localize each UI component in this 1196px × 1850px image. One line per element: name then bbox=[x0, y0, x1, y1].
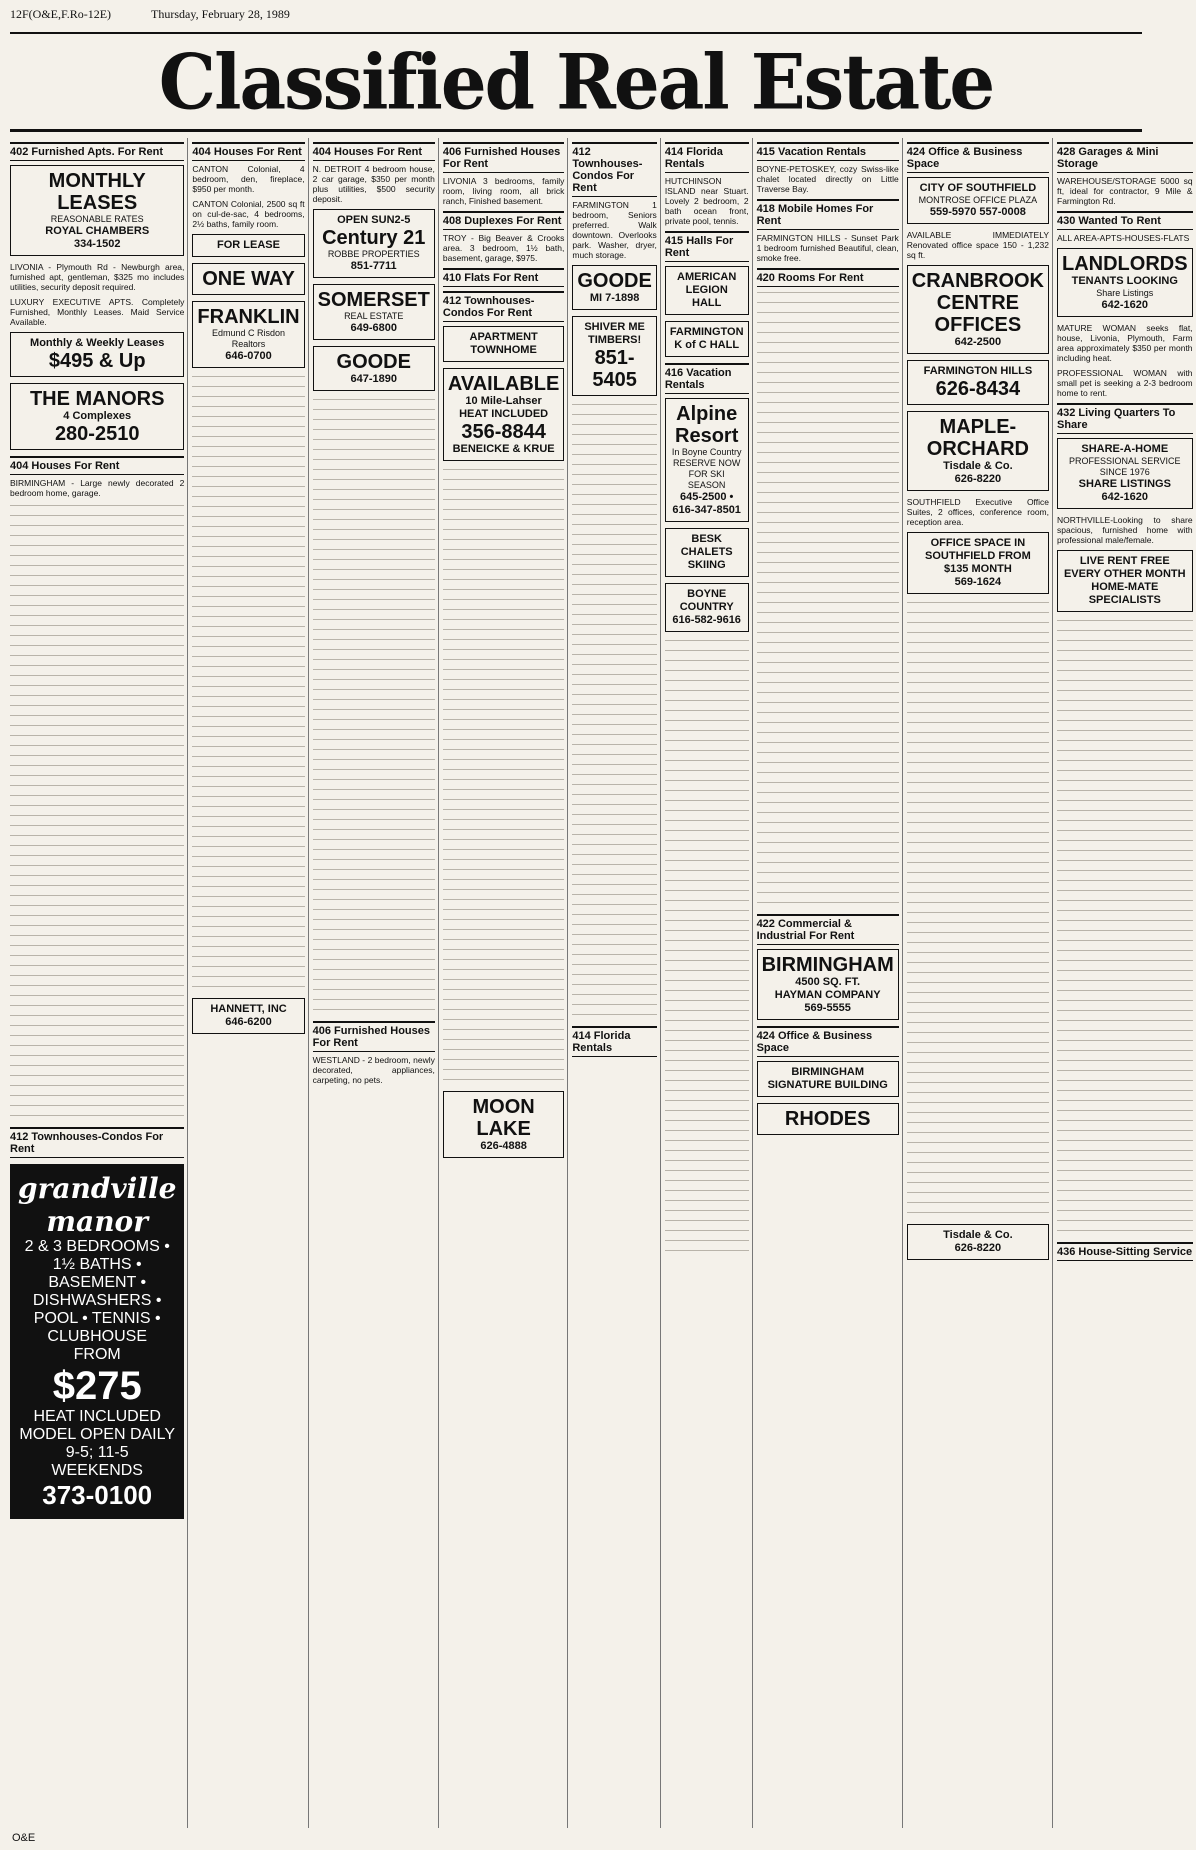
ad-century-21: OPEN SUN2-5 Century 21 ROBBE PROPERTIES 851-7711 bbox=[313, 209, 435, 278]
column-6 bbox=[665, 138, 753, 1828]
listing: MATURE WOMAN seeks flat, house, Livonia, Plymouth, Farm area approximately $350 per month including heat. bbox=[1057, 323, 1193, 363]
ad-shiver-me-timbers: SHIVER ME TIMBERS! 851-5405 bbox=[572, 316, 656, 396]
small-print-listings bbox=[443, 467, 564, 1087]
section-mobile-homes: 418 Mobile Homes For Rent bbox=[757, 199, 899, 230]
column-2 bbox=[192, 138, 308, 1828]
running-head bbox=[10, 6, 1142, 22]
ad-the-manors: THE MANORS 4 Complexes 280-2510 bbox=[10, 383, 184, 450]
section-florida: 414 Florida Rentals bbox=[665, 142, 749, 173]
ad-rhodes: RHODES bbox=[757, 1103, 899, 1135]
listing: LUXURY EXECUTIVE APTS. Completely Furnished, Monthly Leases. Maid Service Available. bbox=[10, 297, 185, 327]
small-print-listings bbox=[907, 600, 1049, 1220]
ad-american-legion: AMERICAN LEGION HALL bbox=[665, 266, 749, 315]
ad-hannett: HANNETT, INC 646-6200 bbox=[192, 998, 304, 1034]
ad-landlords: LANDLORDS TENANTS LOOKING Share Listings 642-1620 bbox=[1057, 248, 1193, 317]
listing: LIVONIA - Plymouth Rd - Newburgh area, furnished apt, gentleman, $325 mo includes utilities, security deposit required. bbox=[10, 262, 185, 292]
column-9 bbox=[1057, 138, 1196, 1828]
listing: HUTCHINSON ISLAND near Stuart. Lovely 2 bedroom, 2 bath ocean front, private pool, tennis. bbox=[664, 176, 749, 226]
small-print-listings bbox=[665, 638, 749, 1258]
page-title: Classified Real Estate bbox=[158, 36, 994, 127]
listing: CANTON Colonial, 4 bedroom, den, fireplace, $950 per month. bbox=[192, 164, 305, 194]
section-furnished-apts: 402 Furnished Apts. For Rent bbox=[10, 142, 184, 161]
small-print-listings bbox=[192, 374, 304, 994]
ad-farmington-hills: FARMINGTON HILLS 626-8434 bbox=[907, 360, 1049, 405]
ad-goode: GOODE 647-1890 bbox=[313, 346, 435, 391]
column-7 bbox=[757, 138, 903, 1828]
ad-available-heat: AVAILABLE 10 Mile-Lahser HEAT INCLUDED 356-8844 BENEICKE & KRUE bbox=[443, 368, 564, 461]
issue-date: Thursday, February 28, 1989 bbox=[151, 6, 290, 21]
ad-farmington-kofc: FARMINGTON K of C HALL bbox=[665, 321, 749, 357]
section-flats: 410 Flats For Rent bbox=[443, 268, 564, 287]
masthead bbox=[10, 32, 1142, 132]
ad-tisdale-2: Tisdale & Co. 626-8220 bbox=[907, 1224, 1049, 1260]
listing: AVAILABLE IMMEDIATELY Renovated office space 150 - 1,232 sq ft. bbox=[906, 230, 1049, 260]
listing: SOUTHFIELD Executive Office Suites, 2 offices, conference room, reception area. bbox=[906, 497, 1049, 527]
section-furnished-houses-2: 406 Furnished Houses For Rent bbox=[313, 1021, 435, 1052]
listing: PROFESSIONAL WOMAN with small pet is seeking a 2-3 bedroom home to rent. bbox=[1057, 368, 1193, 398]
ad-office-space-southfield: OFFICE SPACE IN SOUTHFIELD FROM $135 MONTH 569-1624 bbox=[907, 532, 1049, 594]
ad-cranbrook-centre: CRANBROOK CENTRE OFFICES 642-2500 bbox=[907, 265, 1049, 354]
listing: FARMINGTON HILLS - Sunset Park 1 bedroom furnished Beautiful, clean, smoke free. bbox=[756, 233, 899, 263]
listing: LIVONIA 3 bedrooms, family room, living room, all brick ranch, Finished basement. bbox=[442, 176, 565, 206]
ad-goode-2: GOODE MI 7-1898 bbox=[572, 265, 656, 310]
column-1 bbox=[10, 138, 188, 1828]
small-print-listings bbox=[757, 290, 899, 910]
ad-grandville-manor: grandville manor 2 & 3 BEDROOMS • 1½ BATHS • BASEMENT • DISHWASHERS • POOL • TENNIS • CLUBHOUSE FROM $275 HEAT INCLUDED MODEL OPEN DAILY 9-5; 11-5 WEEKENDS 373-0100 bbox=[10, 1164, 184, 1519]
section-commercial: 422 Commercial & Industrial For Rent bbox=[757, 914, 899, 945]
edition-label: 12F(O&E,F.Ro-12E) bbox=[10, 6, 112, 21]
section-houses-2: 404 Houses For Rent bbox=[192, 142, 304, 161]
section-wanted: 430 Wanted To Rent bbox=[1057, 211, 1193, 230]
ad-maple-orchard: MAPLE-ORCHARD Tisdale & Co. 626-8220 bbox=[907, 411, 1049, 491]
section-living-quarters: 432 Living Quarters To Share bbox=[1057, 403, 1193, 434]
small-print-listings bbox=[10, 503, 184, 1123]
small-print-listings bbox=[1057, 618, 1193, 1238]
listing: BOYNE-PETOSKEY, cozy Swiss-like chalet located directly on Little Traverse Bay. bbox=[756, 164, 899, 194]
small-print-listings bbox=[572, 402, 656, 1022]
section-vacation-2: 416 Vacation Rentals bbox=[665, 363, 749, 394]
section-duplexes: 408 Duplexes For Rent bbox=[443, 211, 564, 230]
ad-birmingham-hayman: BIRMINGHAM 4500 SQ. FT. HAYMAN COMPANY 569-5555 bbox=[757, 949, 899, 1020]
ad-city-of-southfield: CITY OF SOUTHFIELD MONTROSE OFFICE PLAZA 559-5970 557-0008 bbox=[907, 177, 1049, 224]
ad-home-mate: LIVE RENT FREE EVERY OTHER MONTH HOME-MATE SPECIALISTS bbox=[1057, 550, 1193, 612]
section-garages: 428 Garages & Mini Storage bbox=[1057, 142, 1193, 173]
column-3 bbox=[313, 138, 439, 1828]
ad-franklin: FRANKLIN Edmund C Risdon Realtors 646-0700 bbox=[192, 301, 304, 368]
column-4 bbox=[443, 138, 568, 1828]
ad-besk-chalets: BESK CHALETS SKIING bbox=[665, 528, 749, 577]
column-8 bbox=[907, 138, 1053, 1828]
column-5 bbox=[572, 138, 660, 1828]
listing: NORTHVILLE-Looking to share spacious, furnished home with professional male/female. bbox=[1057, 515, 1193, 545]
section-townhouses-3: 412 Townhouses-Condos For Rent bbox=[443, 291, 564, 322]
ad-somerset: SOMERSET REAL ESTATE 649-6800 bbox=[313, 284, 435, 340]
section-townhouses: 412 Townhouses-Condos For Rent bbox=[10, 1127, 184, 1158]
section-office-2: 424 Office & Business Space bbox=[757, 1026, 899, 1057]
ad-bloomfield-leases: Monthly & Weekly Leases $495 & Up bbox=[10, 332, 184, 377]
listing: WESTLAND - 2 bedroom, newly decorated, appliances, carpeting, no pets. bbox=[312, 1055, 435, 1085]
ad-signature-building: BIRMINGHAM SIGNATURE BUILDING bbox=[757, 1061, 899, 1097]
listing: WAREHOUSE/STORAGE 5000 sq ft, ideal for contractor, 9 Mile & Farmington Rd. bbox=[1057, 176, 1193, 206]
ad-moon-lake: MOON LAKE 626-4888 bbox=[443, 1091, 564, 1158]
section-furnished-houses: 406 Furnished Houses For Rent bbox=[443, 142, 564, 173]
listing: BIRMINGHAM - Large newly decorated 2 bedroom home, garage. bbox=[10, 478, 185, 498]
listing: CANTON Colonial, 2500 sq ft on cul-de-sac, 4 bedrooms, 2½ baths, family room. bbox=[192, 199, 305, 229]
section-office: 424 Office & Business Space bbox=[907, 142, 1049, 173]
section-rooms: 420 Rooms For Rent bbox=[757, 268, 899, 287]
listing: TROY - Big Beaver & Crooks area. 3 bedroom, 1½ bath, basement, garage, $975. bbox=[442, 233, 565, 263]
section-florida-2: 414 Florida Rentals bbox=[572, 1026, 656, 1057]
section-vacation: 415 Vacation Rentals bbox=[757, 142, 899, 161]
classified-columns bbox=[10, 138, 1193, 1828]
section-houses: 404 Houses For Rent bbox=[10, 456, 184, 475]
ad-for-lease: FOR LEASE bbox=[192, 234, 304, 257]
section-townhouses-4: 412 Townhouses-Condos For Rent bbox=[572, 142, 656, 197]
section-houses-3: 404 Houses For Rent bbox=[313, 142, 435, 161]
listing: ALL AREA-APTS-HOUSES-FLATS bbox=[1057, 233, 1190, 243]
ad-boyne-country: BOYNE COUNTRY 616-582-9616 bbox=[665, 583, 749, 632]
section-halls: 415 Halls For Rent bbox=[665, 231, 749, 262]
ad-one-way: ONE WAY bbox=[192, 263, 304, 295]
ad-share-a-home: SHARE-A-HOME PROFESSIONAL SERVICE SINCE 1976 SHARE LISTINGS 642-1620 bbox=[1057, 438, 1193, 509]
small-print-listings bbox=[313, 397, 435, 1017]
listing: FARMINGTON 1 bedroom, Seniors preferred. Walk downtown. Overlooks park. Washer, dryer, much storage. bbox=[572, 200, 657, 260]
footer-mark: O&E bbox=[12, 1832, 36, 1844]
listing: N. DETROIT 4 bedroom house, 2 car garage, $350 per month plus utilities, $500 security deposit. bbox=[312, 164, 435, 204]
section-house-sitting: 436 House-Sitting Service bbox=[1057, 1242, 1193, 1261]
ad-monthly-leases: MONTHLY LEASES REASONABLE RATES ROYAL CHAMBERS 334-1502 bbox=[10, 165, 184, 256]
ad-alpine-resort: Alpine Resort In Boyne Country RESERVE NOW FOR SKI SEASON 645-2500 • 616-347-8501 bbox=[665, 398, 749, 522]
ad-apartment-townhome: APARTMENT TOWNHOME bbox=[443, 326, 564, 362]
